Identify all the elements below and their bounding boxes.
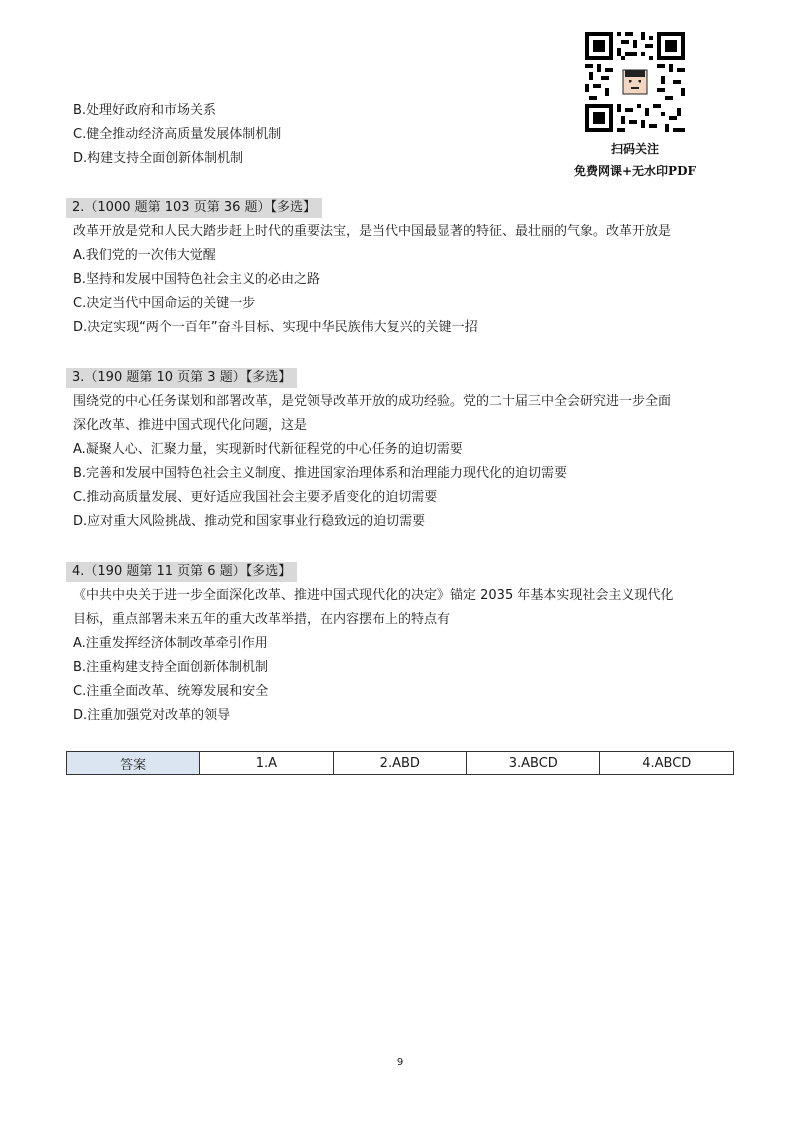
q2-stem-line: 改革开放是党和人民大踏步赶上时代的重要法宝，是当代中国最显著的特征、最壮丽的气象。改革开放是 <box>73 224 672 239</box>
q3-option-c: C.推动高质量发展、更好适应我国社会主要矛盾变化的迫切需要 <box>73 490 438 505</box>
page-number: 9 <box>396 1057 404 1068</box>
q2-option-b: B.坚持和发展中国特色社会主义的必由之路 <box>73 272 321 287</box>
q3-option-a: A.凝聚人心、汇聚力量，实现新时代新征程党的中心任务的迫切需要 <box>73 442 463 457</box>
q4-header: 4.（190 题第 11 页第 6 题）【多选】 <box>66 562 297 582</box>
qr-caption-follow: 扫码关注 <box>610 142 659 156</box>
q4-option-c: C.注重全面改革、统筹发展和安全 <box>73 684 269 699</box>
q2-header: 2.（1000 题第 103 页第 36 题）【多选】 <box>66 198 322 218</box>
q4-stem-line-2: 目标，重点部署未来五年的重大改革举措，在内容摆布上的特点有 <box>73 612 451 627</box>
answer-cell-3: 3.ABCD <box>467 752 600 775</box>
q1-option-c: C.健全推动经济高质量发展体制机制 <box>73 127 282 142</box>
q2-option-c: C.决定当代中国命运的关键一步 <box>73 296 256 311</box>
answer-cell-2: 2.ABD <box>333 752 466 775</box>
answer-table <box>66 751 734 775</box>
qr-code-image[interactable] <box>585 32 685 132</box>
q4-stem-line-1: 《中共中央关于进一步全面深化改革、推进中国式现代化的决定》锚定 2035 年基本实现社会主义现代化 <box>73 588 674 603</box>
answer-cell-4: 4.ABCD <box>600 752 734 775</box>
q1-option-d: D.构建支持全面创新体制机制 <box>73 151 244 166</box>
q2-option-a: A.我们党的一次伟大觉醒 <box>73 248 216 263</box>
answer-row <box>67 752 734 775</box>
q1-option-b: B.处理好政府和市场关系 <box>73 103 217 118</box>
q2-option-d: D.决定实现“两个一百年”奋斗目标、实现中华民族伟大复兴的关键一招 <box>73 320 478 335</box>
answer-cell-1: 1.A <box>200 752 333 775</box>
answer-label-cell: 答案 <box>67 752 200 775</box>
q3-option-b: B.完善和发展中国特色社会主义制度、推进国家治理体系和治理能力现代化的迫切需要 <box>73 466 568 481</box>
q3-stem-line-2: 深化改革、推进中国式现代化问题，这是 <box>73 418 308 433</box>
q4-option-b: B.注重构建支持全面创新体制机制 <box>73 660 269 675</box>
q3-option-d: D.应对重大风险挑战、推动党和国家事业行稳致远的迫切需要 <box>73 514 426 529</box>
qr-promo <box>552 28 718 186</box>
qr-caption-promo: 免费网课+无水印PDF <box>573 164 696 178</box>
q3-header: 3.（190 题第 10 页第 3 题）【多选】 <box>66 368 297 388</box>
q4-option-d: D.注重加强党对改革的领导 <box>73 708 231 723</box>
q3-stem-line-1: 围绕党的中心任务谋划和部署改革，是党领导改革开放的成功经验。党的二十届三中全会研究进一步全面 <box>73 394 672 409</box>
q4-option-a: A.注重发挥经济体制改革牵引作用 <box>73 636 268 651</box>
